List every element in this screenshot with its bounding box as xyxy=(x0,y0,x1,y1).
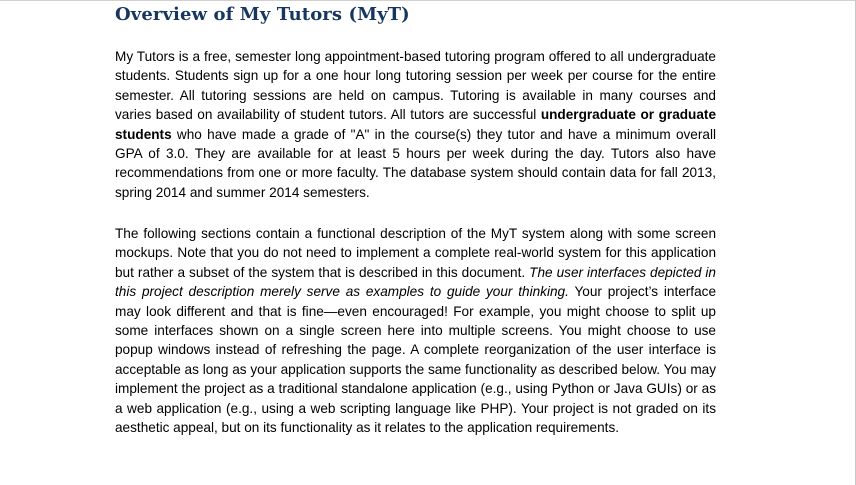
description-italic-text: The user interfaces depicted in this project description merely serve as examples to guide your thinking. xyxy=(115,264,716,300)
overview-paragraph xyxy=(115,47,716,202)
functional-description-paragraph xyxy=(115,224,716,437)
description-text-start: The following sections contain a functional description of the MyT system along with some screen mockups. Note that you do not need to implement a complete real-world system for this application but rather a subset of the system that is described in this document. xyxy=(115,226,716,280)
description-text-end: Your project’s interface may look different and that is fine—even encouraged! For example, you might choose to split up some interfaces shown on a single screen here into multiple screens. You might choose to use popup windows instead of refreshing the page. A complete reorganization of the user interface is acceptable as long as your application supports the same functionality as described below. You may implement the project as a traditional standalone application (e.g., using Python or Java GUIs) or as a web application (e.g., using a web scripting language like PHP). Your project is not graded on its aesthetic appeal, but on its functionality as it relates to the application requirements. xyxy=(115,284,717,436)
overview-text-end: who have made a grade of "A" in the course(s) they tutor and have a minimum overall GPA of 3.0. They are available for at least 5 hours per week during the day. Tutors also have recommendations from one or more faculty. The database system should contain data for fall 2013, spring 2014 and summer 2014 semesters. xyxy=(115,126,716,200)
overview-bold-text: undergraduate or graduate students xyxy=(115,107,717,142)
section-heading: Overview of My Tutors (MyT) xyxy=(115,4,410,25)
overview-text-start: My Tutors is a free, semester long appointment-based tutoring program offered to all undergraduate students. Students sign up for a one hour long tutoring session per week per course for the entire semester. All tutoring sessions are held on campus. Tutoring is available in many courses and varies based on availability of student tutors. All tutors are successful xyxy=(115,49,716,123)
